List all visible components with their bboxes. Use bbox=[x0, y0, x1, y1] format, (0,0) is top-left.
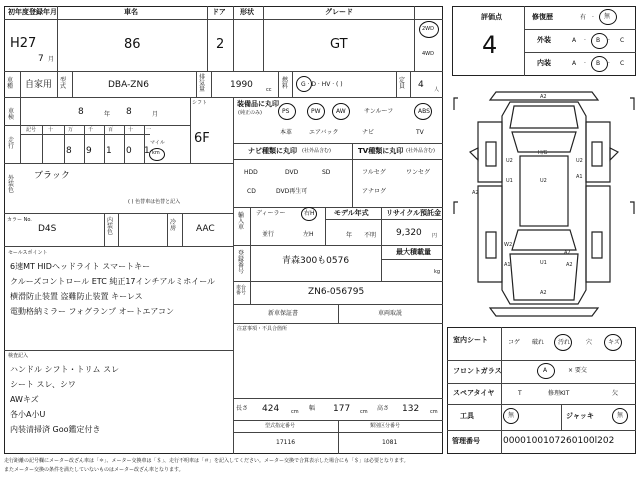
mark-u2-right: U2 bbox=[576, 158, 583, 164]
equipment-sublabel: (純正のみ) bbox=[238, 110, 262, 116]
jack-label: ジャッキ bbox=[566, 412, 594, 420]
mark-u1-trunk: U1 bbox=[540, 260, 547, 266]
fuel-options: G · D · HV · ( ) bbox=[301, 81, 343, 88]
inspection-year-unit: 年 bbox=[104, 111, 111, 118]
grade-separator: · bbox=[608, 60, 610, 67]
width-label: 幅 bbox=[309, 405, 316, 412]
seat-option: 破れ bbox=[532, 339, 545, 346]
exterior-label: 外装色 bbox=[8, 175, 15, 194]
first-reg-value: H27 bbox=[10, 36, 37, 51]
plate-value: 青森300も0576 bbox=[282, 256, 350, 266]
mileage-digit: 1 bbox=[144, 146, 150, 156]
seat-option: コゲ bbox=[508, 339, 521, 346]
car-outline-icon bbox=[452, 82, 636, 322]
mark-a1-right: A1 bbox=[576, 174, 583, 180]
tv-option: アナログ bbox=[362, 188, 387, 195]
tools-label: 工具 bbox=[460, 412, 474, 420]
grade-option: A bbox=[572, 60, 577, 67]
equipment-item-code: PS bbox=[282, 108, 290, 115]
mileage-digit: 8 bbox=[66, 146, 72, 156]
mileage-header: 千 bbox=[88, 127, 94, 133]
cap-value: 4 bbox=[418, 80, 424, 90]
ac-label: 冷房 bbox=[170, 219, 177, 232]
width-unit: cm bbox=[360, 409, 368, 415]
ac-value: AAC bbox=[196, 224, 215, 234]
grade-option: C bbox=[620, 60, 625, 67]
shift-value: 6F bbox=[194, 131, 210, 146]
first-reg-month: 7 bbox=[38, 54, 44, 64]
mileage-digit: 1 bbox=[106, 146, 112, 156]
height-label: 高さ bbox=[377, 405, 390, 412]
damage-diagram bbox=[452, 82, 636, 322]
max-load-unit: kg bbox=[434, 269, 441, 275]
jack-value: 無 bbox=[617, 412, 624, 419]
nav-option: DVD bbox=[285, 169, 299, 176]
inspector-note-line: ハンドル シフト・トリム スレ bbox=[10, 365, 120, 374]
type-value: DBA-ZN6 bbox=[108, 80, 149, 90]
mileage-digit: 0 bbox=[126, 146, 132, 156]
exterior-grade-label: 外装 bbox=[537, 36, 551, 44]
sales-point-line: クルーズコントロール ETC 純正17インチアルミホイール bbox=[10, 277, 216, 286]
disp-label: 排気量 bbox=[199, 74, 206, 93]
repair-separator: · bbox=[592, 14, 594, 21]
height-value: 132 bbox=[402, 404, 420, 414]
nav-option: DVD再生可 bbox=[276, 188, 308, 195]
spare-tire-label: スペアタイヤ bbox=[453, 389, 495, 397]
exterior-note: ( ) 色替車は色替と記入 bbox=[128, 199, 181, 205]
seat-option: 穴 bbox=[586, 339, 593, 346]
first-reg-month-unit: 月 bbox=[48, 56, 55, 63]
type-num-value: 17116 bbox=[276, 439, 296, 446]
inspection-label: 車検 bbox=[8, 108, 15, 121]
interior-color-label: 内装色 bbox=[107, 217, 114, 236]
grade-option: A bbox=[572, 37, 577, 44]
mark-hg: H/G bbox=[538, 150, 548, 156]
equipment-label: 装備品に丸印 bbox=[237, 100, 279, 108]
equipment-item-name: TV bbox=[416, 129, 424, 136]
tools-value: 無 bbox=[508, 412, 515, 419]
notes-label: 注意事項・不具合箇所 bbox=[237, 326, 288, 332]
chassis-label: 車台番号 bbox=[236, 285, 247, 296]
nav-option: HDD bbox=[244, 169, 258, 176]
disp-value: 1990 bbox=[230, 80, 253, 90]
spare-tire-option-t: T bbox=[518, 390, 522, 397]
tv-label: TV種類に丸印 bbox=[358, 147, 404, 155]
seat-option: キズ bbox=[608, 339, 620, 346]
height-unit: cm bbox=[430, 409, 438, 415]
model-year-unknown: 不明 bbox=[364, 232, 377, 239]
length-unit: cm bbox=[291, 409, 299, 415]
mark-a2-front: A2 bbox=[540, 94, 547, 100]
tv-label-note: (社外品含む) bbox=[406, 148, 435, 154]
equipment-item-name: ナビ bbox=[362, 129, 375, 136]
spare-tire-option-none: 欠 bbox=[612, 390, 619, 397]
mark-u2-left: U2 bbox=[506, 158, 513, 164]
grade-label: グレード bbox=[325, 8, 353, 16]
mark-w2-left: W2 bbox=[504, 242, 513, 248]
tv-option: ワンセグ bbox=[406, 169, 431, 176]
model-label: 車名 bbox=[124, 8, 138, 16]
mileage-header: 十 bbox=[48, 127, 54, 133]
first-reg-label: 初年度登録年月 bbox=[8, 8, 57, 16]
equipment-item-code: サンルーフ bbox=[364, 108, 394, 115]
seat-option: 汚れ bbox=[558, 339, 571, 346]
grade-separator: · bbox=[608, 37, 610, 44]
model-year-label: モデル年式 bbox=[334, 209, 369, 217]
type-num-label: 型式指定番号 bbox=[265, 423, 296, 429]
inspector-note-line: 各小A小U bbox=[10, 410, 46, 419]
mileage-header: 記号 bbox=[26, 127, 37, 133]
class-num-label: 類別区分番号 bbox=[370, 423, 401, 429]
nav-label-note: (社外品含む) bbox=[302, 148, 331, 154]
equipment-item-code: PW bbox=[311, 108, 321, 115]
inspector-note-line: AWキズ bbox=[10, 395, 39, 404]
recycle-unit: 円 bbox=[432, 233, 438, 239]
mile-label: マイル bbox=[150, 140, 165, 146]
use-label: 車種 bbox=[7, 77, 14, 90]
mark-a2-rear-right: A2 bbox=[566, 262, 573, 268]
equipment-item-name: 本革 bbox=[280, 129, 293, 136]
plate-label: 登録番号 bbox=[238, 250, 245, 275]
mileage-digit: 9 bbox=[86, 146, 92, 156]
sales-point-line: 電動格納ミラー フォグランプ オートエアコン bbox=[10, 307, 174, 316]
vehicle-manual: 車両取説 bbox=[378, 310, 403, 317]
score-value: 4 bbox=[482, 31, 498, 59]
spare-tire-option-kit: 修理KIT bbox=[548, 390, 570, 397]
model-value: 86 bbox=[124, 37, 141, 52]
equipment-item-code: ABS bbox=[418, 108, 430, 115]
repair-option-yes: 有 bbox=[580, 14, 587, 21]
import-right-hand: 右H bbox=[304, 210, 315, 217]
inspector-note-line: 内装清掃済 Goo鑑定付き bbox=[10, 425, 101, 434]
sales-point-line: 6速MT HIDヘッドライト スマートキー bbox=[10, 262, 151, 271]
sales-point-line: 横滑防止装置 盗難防止装置 キーレス bbox=[10, 292, 143, 301]
new-car-warranty: 新車保証書 bbox=[268, 310, 299, 317]
doors-label: ドア bbox=[212, 8, 226, 16]
length-value: 424 bbox=[262, 404, 280, 414]
mark-a2-right: A2 bbox=[564, 250, 571, 256]
chassis-value: ZN6-056795 bbox=[308, 287, 365, 297]
mileage-header: 万 bbox=[68, 127, 74, 133]
nav-option: SD bbox=[322, 169, 331, 176]
mark-u1-left: U1 bbox=[506, 178, 513, 184]
nav-option: CD bbox=[247, 188, 256, 195]
import-parallel: 並行 bbox=[262, 231, 275, 238]
front-glass-repair: × 要交 bbox=[568, 367, 587, 374]
import-dealer: ディーラー bbox=[256, 210, 286, 217]
use-value: 自家用 bbox=[25, 80, 53, 90]
mark-u2-roof: U2 bbox=[540, 178, 547, 184]
length-label: 長さ bbox=[236, 405, 249, 412]
import-left-hand: 左H bbox=[303, 231, 314, 238]
inspection-month-unit: 月 bbox=[152, 111, 159, 118]
type-label: 型式 bbox=[60, 77, 67, 90]
doors-value: 2 bbox=[216, 37, 225, 52]
mark-a2-rear: A2 bbox=[540, 290, 547, 296]
inspection-month: 8 bbox=[126, 107, 132, 117]
management-value: 0000100107260100l202 bbox=[503, 436, 615, 446]
import-label: 輸入車 bbox=[238, 212, 245, 231]
exterior-color: ブラック bbox=[34, 171, 70, 181]
recycle-label: リサイクル預託金 bbox=[386, 209, 442, 217]
inspector-notes-label: 検査記入 bbox=[8, 353, 29, 359]
fuel-label: 燃料 bbox=[282, 77, 289, 90]
tv-option: フルセグ bbox=[362, 169, 386, 176]
grade-value: GT bbox=[330, 37, 348, 52]
sales-points-label: セールスポイント bbox=[8, 250, 48, 256]
mark-a1-left: A1 bbox=[504, 262, 511, 268]
grade-option: B bbox=[596, 37, 601, 44]
nav-label: ナビ種類に丸印 bbox=[248, 147, 297, 155]
grade-separator: · bbox=[584, 37, 586, 44]
equipment-item-name: エアバック bbox=[309, 129, 339, 136]
repair-label: 修復歴 bbox=[532, 13, 553, 21]
inspection-year: 8 bbox=[78, 107, 84, 117]
grade-option: C bbox=[620, 37, 625, 44]
front-glass-marked: A bbox=[543, 367, 548, 374]
mileage-label: 走行 bbox=[8, 137, 15, 150]
equipment-item-code: AW bbox=[336, 108, 346, 115]
drive-2wd-label: 2WD bbox=[422, 26, 434, 32]
grade-option: B bbox=[596, 60, 601, 67]
front-glass-label: フロントガラス bbox=[453, 367, 502, 375]
color-code-label: カラー No. bbox=[7, 217, 32, 223]
interior-seat-label: 室内シート bbox=[453, 336, 488, 344]
width-value: 177 bbox=[333, 404, 351, 414]
footer-line-1: 走行距離の記号欄にメーター改ざん車は「＊」、メーター交換車は「＄」、走行不明車は「＃」を記入してください。メーター交換で合算表示した場合にも「＄」は必要となります。 bbox=[4, 458, 409, 464]
color-code: D4S bbox=[38, 224, 57, 234]
repair-option-no: 無 bbox=[604, 13, 611, 20]
model-year-unit: 年 bbox=[346, 232, 353, 239]
drive-4wd-label: 4WD bbox=[422, 51, 434, 57]
recycle-value: 9,320 bbox=[396, 228, 422, 238]
grade-separator: · bbox=[584, 60, 586, 67]
class-num-value: 1081 bbox=[382, 439, 398, 446]
inspector-note-line: シート スレ、シワ bbox=[10, 380, 76, 389]
max-load-label: 最大積載量 bbox=[396, 248, 431, 256]
cap-label: 定員 bbox=[399, 77, 406, 90]
mileage-header: 十 bbox=[128, 127, 134, 133]
disp-unit: cc bbox=[266, 87, 272, 93]
mileage-header: 百 bbox=[108, 127, 114, 133]
score-label: 評価点 bbox=[481, 13, 502, 21]
mileage-header: 一 bbox=[146, 127, 152, 133]
interior-grade-label: 内装 bbox=[537, 59, 551, 67]
mark-a2-side: A2 bbox=[472, 190, 479, 196]
cap-unit: 人 bbox=[434, 87, 440, 93]
km-label: km bbox=[152, 150, 160, 156]
shift-label: シフト bbox=[192, 100, 208, 106]
footer-line-2: またメーター交換の条件を満たしていないものはメーター改ざん車となります。 bbox=[4, 467, 184, 473]
shape-label: 形状 bbox=[240, 8, 254, 16]
management-label: 管理番号 bbox=[452, 437, 480, 445]
